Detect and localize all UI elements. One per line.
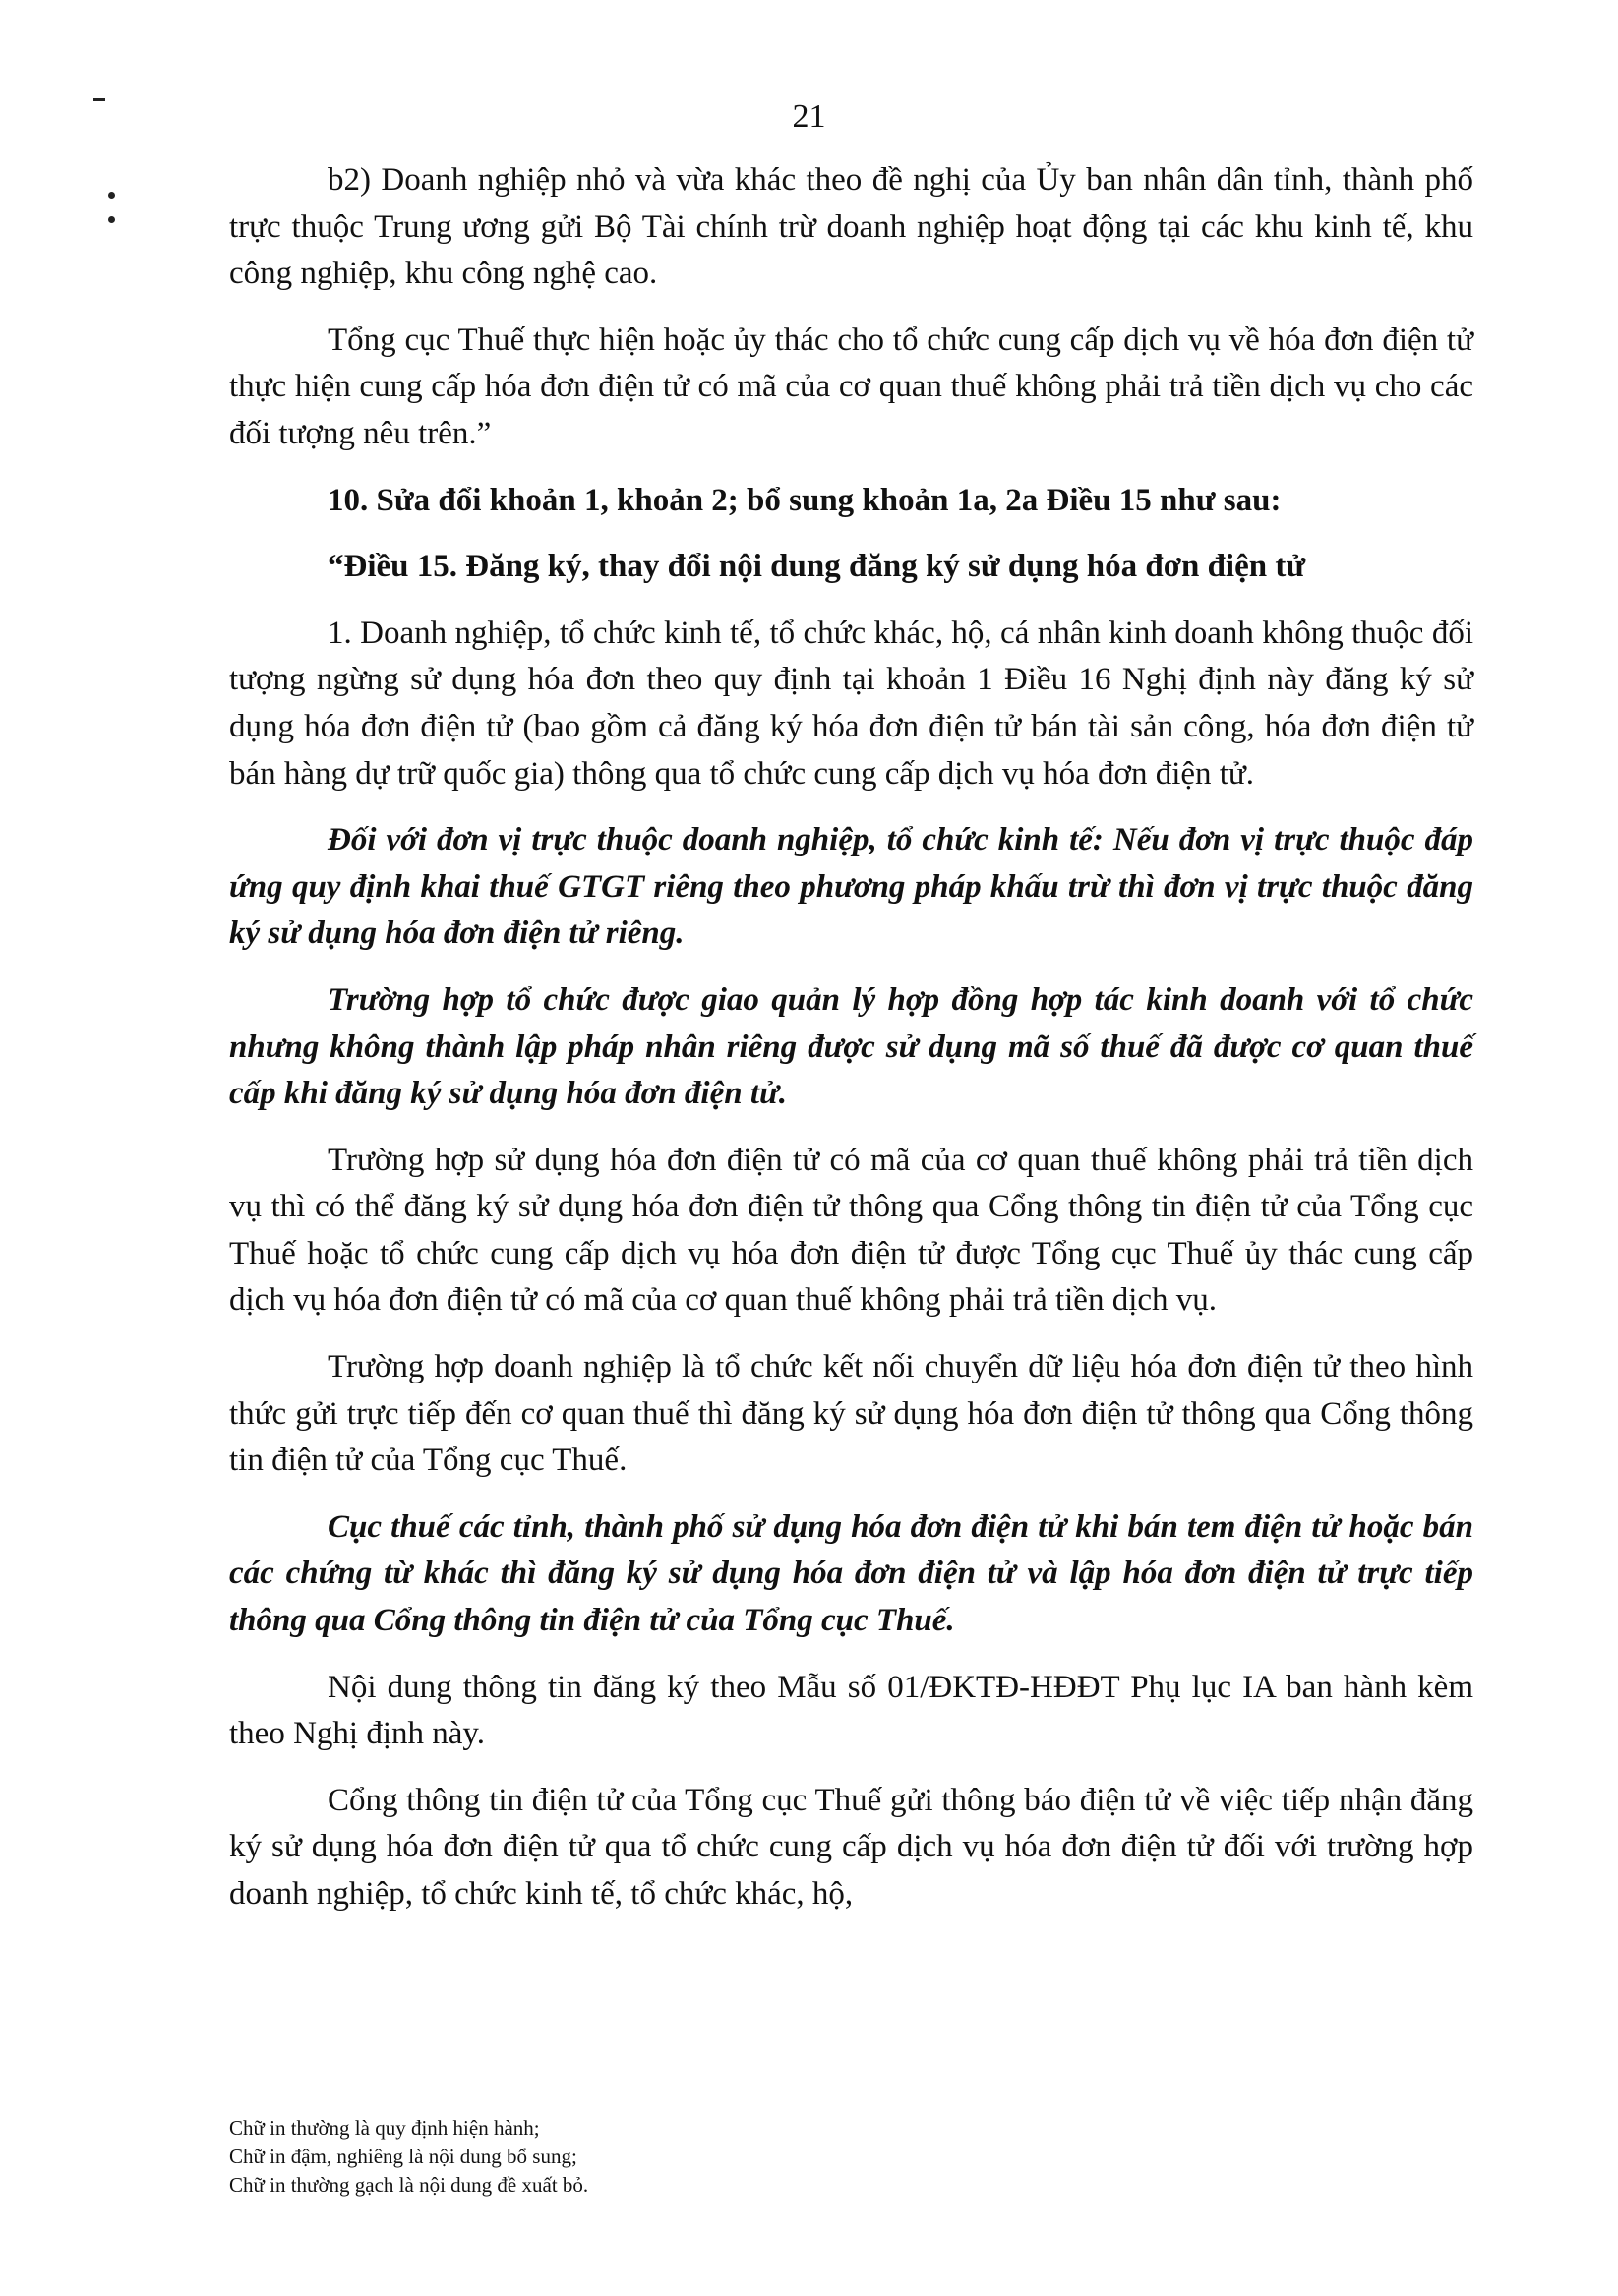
document-body [229,157,1473,1938]
paragraph-direct-connection: Trường hợp doanh nghiệp là tổ chức kết nối chuyển dữ liệu hóa đơn điện tử theo hình thức gửi trực tiếp đến cơ quan thuế thì đăng ký sử dụng hóa đơn điện tử thông qua Cổng thông tin điện tử của Tổng cục Thuế. [229,1349,1473,1479]
footnote-strikethrough: Chữ in thường gạch là nội dung đề xuất bỏ. [229,2173,589,2197]
margin-dot-mark [108,216,115,223]
clause-1: 1. Doanh nghiệp, tổ chức kinh tế, tổ chức khác, hộ, cá nhân kinh doanh không thuộc đối tượng ngừng sử dụng hóa đơn theo quy định tại khoản 1 Điều 16 Nghị định này đăng ký sử dụng hóa đơn điện tử (bao gồm cả đăng ký hóa đơn điện tử bán tài sản công, hóa đơn điện tử bán hàng dự trữ quốc gia) thông qua tổ chức cung cấp dịch vụ hóa đơn điện tử. [229,615,1473,792]
margin-dot-mark [108,192,115,199]
paragraph-tong-cuc-thue: Tổng cục Thuế thực hiện hoặc ủy thác cho tổ chức cung cấp dịch vụ về hóa đơn điện tử thực hiện cung cấp hóa đơn điện tử có mã của cơ quan thuế không phải trả tiền dịch vụ cho các đối tượng nêu trên.” [229,322,1473,451]
paragraph-notification: Cổng thông tin điện tử của Tổng cục Thuế gửi thông báo điện tử về việc tiếp nhận đăng ký sử dụng hóa đơn điện tử qua tổ chức cung cấp dịch vụ hóa đơn điện tử đối với trường hợp doanh nghiệp, tổ chức kinh tế, tổ chức khác, hộ, [229,1782,1473,1912]
added-paragraph-branch-units: Đối với đơn vị trực thuộc doanh nghiệp, tổ chức kinh tế: Nếu đơn vị trực thuộc đáp ứng quy định khai thuế GTGT riêng theo phương pháp khấu trừ thì đơn vị trực thuộc đăng ký sử dụng hóa đơn điện tử riêng. [229,822,1473,952]
added-paragraph-bcc: Trường hợp tổ chức được giao quản lý hợp đồng hợp tác kinh doanh với tổ chức nhưng không thành lập pháp nhân riêng được sử dụng mã số thuế đã được cơ quan thuế cấp khi đăng ký sử dụng hóa đơn điện tử. [229,981,1473,1112]
page-number: 21 [792,98,826,135]
legend-footnotes [229,2114,1213,2200]
paragraph-free-einvoice: Trường hợp sử dụng hóa đơn điện tử có mã của cơ quan thuế không phải trả tiền dịch vụ thì có thể đăng ký sử dụng hóa đơn điện tử thông qua Cổng thông tin điện tử của Tổng cục Thuế hoặc tổ chức cung cấp dịch vụ hóa đơn điện tử được Tổng cục Thuế ủy thác cung cấp dịch vụ hóa đơn điện tử có mã của cơ quan thuế không phải trả tiền dịch vụ. [229,1142,1473,1319]
article-15-title: “Điều 15. Đăng ký, thay đổi nội dung đăng ký sử dụng hóa đơn điện tử [328,549,1306,585]
paragraph-b2: b2) Doanh nghiệp nhỏ và vừa khác theo đề nghị của Ủy ban nhân dân tỉnh, thành phố trực thuộc Trung ương gửi Bộ Tài chính trừ doanh nghiệp hoạt động tại các khu kinh tế, khu công nghiệp, khu công nghệ cao. [229,162,1473,292]
footnote-regular: Chữ in thường là quy định hiện hành; [229,2116,540,2140]
added-paragraph-tax-departments: Cục thuế các tỉnh, thành phố sử dụng hóa đơn điện tử khi bán tem điện tử hoặc bán các chứng từ khác thì đăng ký sử dụng hóa đơn điện tử và lập hóa đơn điện tử trực tiếp thông qua Cổng thông tin điện tử của Tổng cục Thuế. [229,1508,1473,1639]
footnote-bold-italic: Chữ in đậm, nghiêng là nội dung bổ sung; [229,2145,577,2168]
paragraph-registration-form: Nội dung thông tin đăng ký theo Mẫu số 01/ĐKTĐ-HĐĐT Phụ lục IA ban hành kèm theo Nghị định này. [229,1669,1473,1752]
amendment-heading: 10. Sửa đổi khoản 1, khoản 2; bổ sung khoản 1a, 2a Điều 15 như sau: [328,482,1282,518]
